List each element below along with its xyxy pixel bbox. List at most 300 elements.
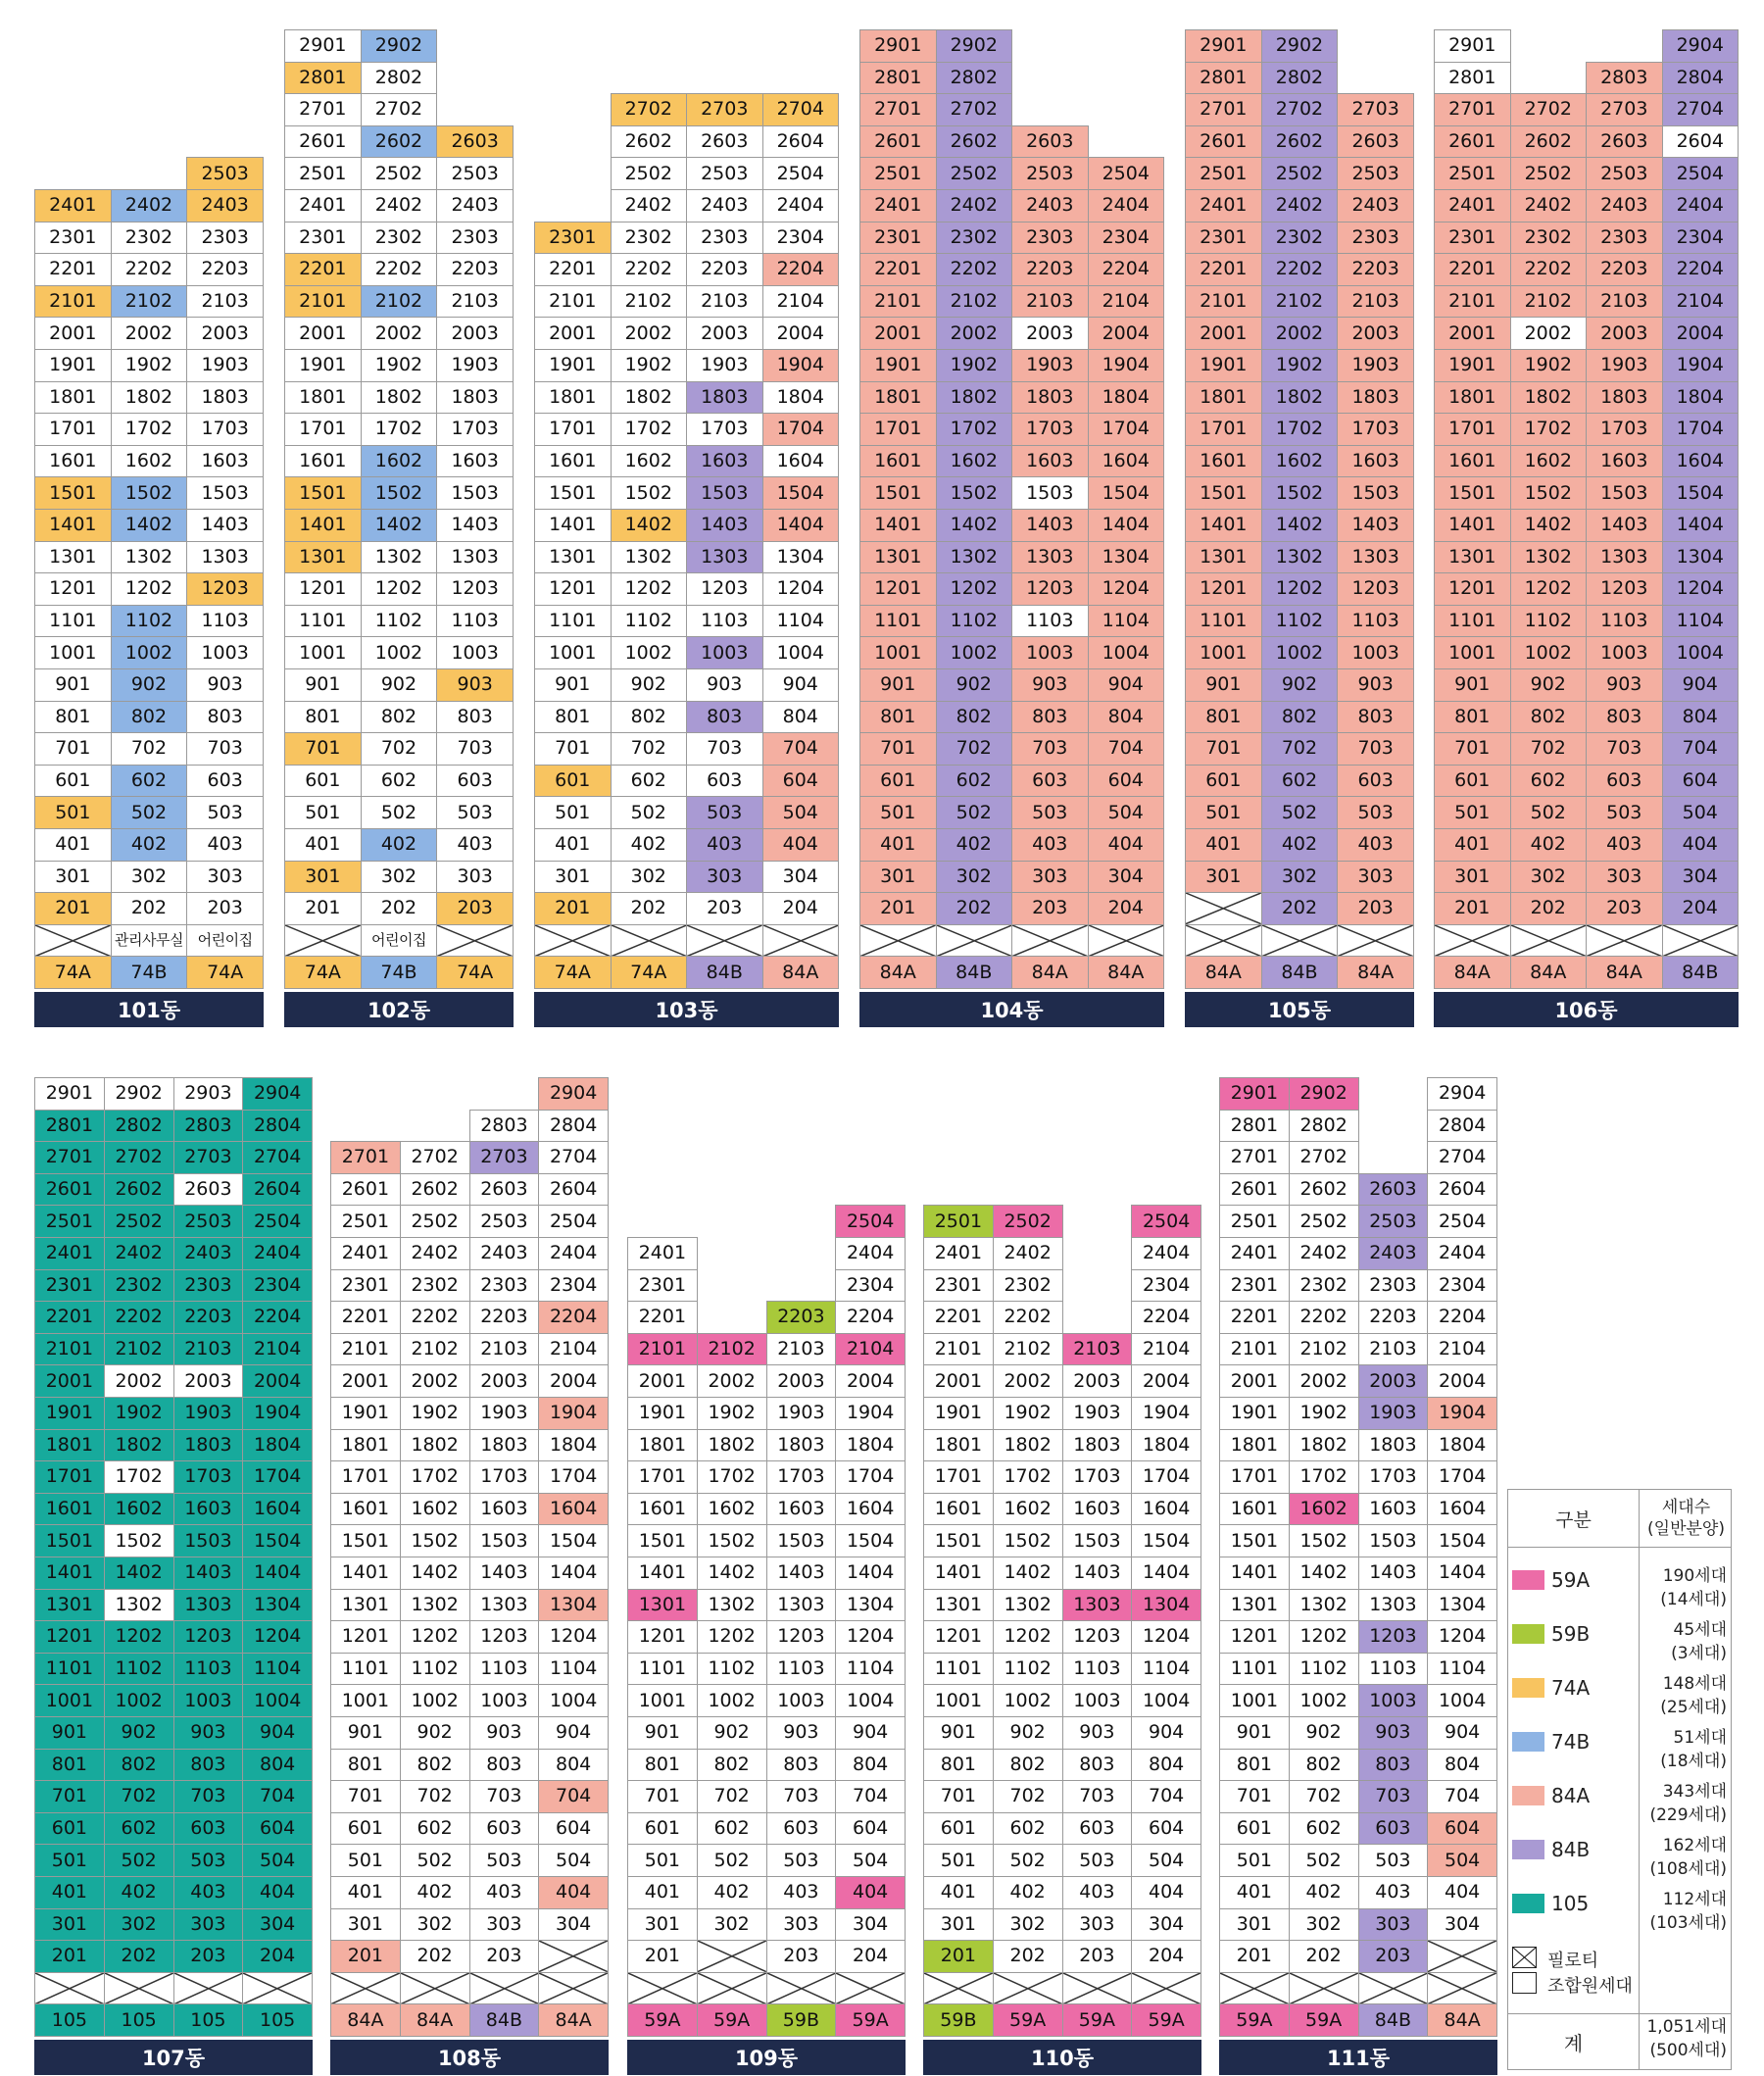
unit-cell: 701: [34, 732, 112, 766]
unit-cell: 2501: [923, 1205, 994, 1238]
unit-cell: 602: [104, 1812, 174, 1846]
unit-cell: 2303: [469, 1269, 540, 1303]
unit-cell: 1101: [923, 1653, 994, 1686]
unit-cell: 704: [762, 732, 840, 766]
unit-cell: 1004: [1662, 636, 1740, 669]
unit-cell: 1604: [835, 1493, 906, 1526]
building-label: 111동: [1219, 2040, 1497, 2075]
unit-cell: 904: [1131, 1716, 1201, 1750]
unit-cell: 301: [1219, 1908, 1290, 1942]
unit-cell: 904: [242, 1716, 313, 1750]
unit-cell: 1304: [1088, 541, 1165, 574]
unit-cell: 1603: [1062, 1493, 1133, 1526]
unit-cell: 1802: [1510, 381, 1588, 415]
unit-cell: 902: [400, 1716, 470, 1750]
unit-cell: 1903: [1358, 1397, 1429, 1430]
unit-cell: 2101: [923, 1333, 994, 1366]
unit-cell: 2702: [936, 93, 1013, 126]
unit-cell: 904: [835, 1716, 906, 1750]
unit-cell: 1401: [534, 509, 612, 542]
unit-cell: 404: [242, 1876, 313, 1909]
unit-cell: 1201: [34, 572, 112, 606]
unit-cell: 1003: [1337, 636, 1414, 669]
legend-count-general: (3세대): [1671, 1644, 1727, 1663]
unit-cell: 203: [469, 1940, 540, 1973]
legend-count-general: (14세대): [1660, 1590, 1727, 1609]
unit-cell: 2203: [686, 253, 763, 286]
type-cell: 84A: [1586, 956, 1663, 989]
unit-cell: 2804: [1427, 1110, 1497, 1143]
legend-count-total: 112세대: [1662, 1890, 1727, 1909]
unit-cell: 1603: [436, 445, 514, 478]
unit-cell: 501: [627, 1844, 698, 1877]
unit-cell: 401: [34, 1876, 105, 1909]
building-label: 104동: [859, 992, 1164, 1027]
unit-cell: 1001: [859, 636, 937, 669]
unit-cell: 1803: [436, 381, 514, 415]
unit-cell: 1301: [534, 541, 612, 574]
unit-cell: 903: [1586, 668, 1663, 702]
unit-cell: 2101: [34, 1333, 105, 1366]
unit-cell: 1304: [1427, 1589, 1497, 1622]
unit-cell: 1603: [686, 445, 763, 478]
legend-type: 84B: [1551, 1838, 1591, 1861]
unit-cell: 2402: [993, 1237, 1063, 1270]
unit-cell: 1901: [1219, 1397, 1290, 1430]
unit-cell: 1204: [762, 572, 840, 606]
unit-cell: 502: [611, 796, 688, 829]
legend-count-total: 45세대: [1673, 1620, 1727, 1640]
unit-cell: 204: [1088, 892, 1165, 925]
unit-cell: 2402: [611, 189, 688, 222]
unit-cell: 503: [1062, 1844, 1133, 1877]
unit-cell: 2502: [936, 157, 1013, 190]
unit-cell: 801: [923, 1749, 994, 1782]
unit-cell: 2004: [242, 1364, 313, 1398]
unit-cell: 1003: [1586, 636, 1663, 669]
unit-cell: 2704: [242, 1141, 313, 1174]
unit-cell: 501: [1219, 1844, 1290, 1877]
unit-cell: 301: [34, 861, 112, 894]
unit-cell: 1301: [859, 541, 937, 574]
unit-cell: 303: [1062, 1908, 1133, 1942]
unit-cell: 802: [400, 1749, 470, 1782]
pilotis-cell: [1219, 1972, 1290, 2005]
unit-cell: 1301: [923, 1589, 994, 1622]
legend-type: 74B: [1551, 1730, 1591, 1754]
unit-cell: 404: [835, 1876, 906, 1909]
legend-count: [1637, 1834, 1727, 1881]
unit-cell: 502: [361, 796, 438, 829]
unit-cell: 2203: [469, 1301, 540, 1334]
unit-cell: 702: [104, 1780, 174, 1813]
unit-cell: 703: [173, 1780, 244, 1813]
unit-cell: 1801: [627, 1429, 698, 1462]
unit-cell: 1304: [242, 1589, 313, 1622]
unit-cell: 902: [361, 668, 438, 702]
unit-cell: 1201: [627, 1620, 698, 1654]
unit-cell: 2102: [111, 285, 188, 319]
pilotis-cell: [1510, 924, 1588, 958]
type-cell: 84A: [1337, 956, 1414, 989]
unit-cell: 1501: [1434, 476, 1511, 510]
unit-cell: 1201: [923, 1620, 994, 1654]
unit-cell: 2004: [1131, 1364, 1201, 1398]
unit-cell: 2801: [859, 62, 937, 95]
unit-cell: 2003: [186, 317, 264, 350]
legend-count-total: 162세대: [1662, 1836, 1727, 1855]
pilotis-swatch-icon: [1512, 1947, 1537, 1968]
unit-cell: 304: [762, 861, 840, 894]
unit-cell: 503: [766, 1844, 837, 1877]
unit-cell: 1902: [1510, 349, 1588, 382]
unit-cell: 603: [1011, 765, 1089, 798]
unit-cell: 2702: [1261, 93, 1339, 126]
pilotis-cell: [859, 924, 937, 958]
unit-cell: 802: [697, 1749, 767, 1782]
unit-cell: 2701: [859, 93, 937, 126]
unit-cell: 1004: [1088, 636, 1165, 669]
unit-cell: 2301: [1434, 222, 1511, 255]
unit-cell: 1902: [697, 1397, 767, 1430]
unit-cell: 1403: [469, 1557, 540, 1590]
unit-cell: 1602: [993, 1493, 1063, 1526]
unit-cell: 1004: [538, 1684, 609, 1717]
unit-cell: 1001: [627, 1684, 698, 1717]
unit-cell: 1504: [762, 476, 840, 510]
unit-cell: 304: [1088, 861, 1165, 894]
unit-cell: 1303: [186, 541, 264, 574]
unit-cell: 504: [1088, 796, 1165, 829]
unit-cell: 1503: [766, 1524, 837, 1557]
type-cell: 74A: [284, 956, 362, 989]
unit-cell: 2502: [400, 1205, 470, 1238]
unit-cell: 1404: [242, 1557, 313, 1590]
unit-cell: 1101: [34, 605, 112, 638]
unit-cell: 1504: [1427, 1524, 1497, 1557]
unit-cell: 401: [534, 828, 612, 862]
unit-cell: 801: [1219, 1749, 1290, 1782]
unit-cell: 1302: [993, 1589, 1063, 1622]
unit-cell: 1104: [242, 1653, 313, 1686]
unit-cell: 303: [436, 861, 514, 894]
unit-cell: 2503: [436, 157, 514, 190]
unit-cell: 302: [1261, 861, 1339, 894]
unit-cell: 2701: [1434, 93, 1511, 126]
unit-cell: 2102: [611, 285, 688, 319]
type-cell: 105: [173, 2003, 244, 2037]
unit-cell: 1602: [400, 1493, 470, 1526]
unit-cell: 1001: [534, 636, 612, 669]
legend-swatch: [1512, 1786, 1544, 1805]
unit-cell: 403: [186, 828, 264, 862]
unit-cell: 1401: [627, 1557, 698, 1590]
unit-cell: 903: [766, 1716, 837, 1750]
unit-cell: 2902: [1289, 1077, 1359, 1111]
unit-cell: 203: [766, 1940, 837, 1973]
unit-cell: 802: [611, 701, 688, 734]
unit-cell: 2001: [284, 317, 362, 350]
unit-cell: 203: [1062, 1940, 1133, 1973]
unit-cell: 202: [1289, 1940, 1359, 1973]
legend-total-count: [1637, 2015, 1727, 2062]
unit-cell: 1001: [1185, 636, 1262, 669]
unit-cell: 802: [993, 1749, 1063, 1782]
unit-cell: 1301: [284, 541, 362, 574]
unit-cell: 402: [1261, 828, 1339, 862]
unit-cell: 1702: [1289, 1460, 1359, 1494]
unit-cell: 604: [1427, 1812, 1497, 1846]
unit-cell: 1701: [1185, 413, 1262, 446]
unit-cell: 402: [1289, 1876, 1359, 1909]
unit-cell: 1103: [1358, 1653, 1429, 1686]
unit-cell: 502: [104, 1844, 174, 1877]
member-label: 조합원세대: [1547, 1976, 1633, 1997]
unit-cell: 1801: [330, 1429, 401, 1462]
unit-cell: 1403: [1358, 1557, 1429, 1590]
unit-cell: 1601: [34, 1493, 105, 1526]
unit-cell: 601: [34, 765, 112, 798]
unit-cell: 802: [111, 701, 188, 734]
unit-cell: 1304: [835, 1589, 906, 1622]
unit-cell: 902: [1289, 1716, 1359, 1750]
unit-cell: 2402: [1289, 1237, 1359, 1270]
unit-cell: 1201: [1219, 1620, 1290, 1654]
unit-cell: 1303: [469, 1589, 540, 1622]
unit-cell: 602: [111, 765, 188, 798]
pilotis-cell: [993, 1972, 1063, 2005]
unit-cell: 1302: [1289, 1589, 1359, 1622]
type-cell: 84B: [1261, 956, 1339, 989]
unit-cell: 203: [1586, 892, 1663, 925]
unit-cell: 2401: [34, 1237, 105, 1270]
unit-cell: 1001: [330, 1684, 401, 1717]
unit-cell: 2201: [330, 1301, 401, 1334]
unit-cell: 2604: [1427, 1173, 1497, 1207]
unit-cell: 1102: [104, 1653, 174, 1686]
unit-cell: 2001: [1434, 317, 1511, 350]
unit-cell: 1202: [111, 572, 188, 606]
unit-cell: 2901: [859, 29, 937, 63]
unit-cell: 2002: [111, 317, 188, 350]
unit-cell: 303: [1586, 861, 1663, 894]
pilotis-cell: [173, 1972, 244, 2005]
pilotis-cell: [1586, 924, 1663, 958]
unit-cell: 1503: [1062, 1524, 1133, 1557]
pilotis-label: 필로티: [1547, 1951, 1599, 1971]
unit-cell: 1501: [859, 476, 937, 510]
unit-cell: 301: [859, 861, 937, 894]
unit-cell: 1703: [1358, 1460, 1429, 1494]
unit-cell: 2003: [173, 1364, 244, 1398]
unit-cell: 1803: [1011, 381, 1089, 415]
unit-cell: 2103: [686, 285, 763, 319]
unit-cell: 304: [1131, 1908, 1201, 1942]
unit-cell: 1802: [1289, 1429, 1359, 1462]
unit-cell: 301: [284, 861, 362, 894]
unit-cell: 2301: [1219, 1269, 1290, 1303]
unit-cell: 1902: [1289, 1397, 1359, 1430]
type-cell: 84A: [1011, 956, 1089, 989]
unit-cell: 1802: [400, 1429, 470, 1462]
unit-cell: 1202: [361, 572, 438, 606]
unit-cell: 2204: [242, 1301, 313, 1334]
unit-cell: 1004: [835, 1684, 906, 1717]
unit-cell: 2402: [104, 1237, 174, 1270]
unit-cell: 2303: [1337, 222, 1414, 255]
unit-cell: 2303: [186, 222, 264, 255]
unit-cell: 2301: [284, 222, 362, 255]
unit-cell: 304: [1427, 1908, 1497, 1942]
unit-cell: 901: [1434, 668, 1511, 702]
unit-cell: 803: [173, 1749, 244, 1782]
unit-cell: 1904: [835, 1397, 906, 1430]
unit-cell: 1601: [330, 1493, 401, 1526]
unit-cell: 2701: [330, 1141, 401, 1174]
unit-cell: 1902: [993, 1397, 1063, 1430]
unit-cell: 303: [186, 861, 264, 894]
unit-cell: 1402: [611, 509, 688, 542]
unit-cell: 602: [400, 1812, 470, 1846]
unit-cell: 701: [627, 1780, 698, 1813]
unit-cell: 501: [34, 1844, 105, 1877]
unit-cell: 2404: [835, 1237, 906, 1270]
unit-cell: 2101: [330, 1333, 401, 1366]
unit-cell: 1503: [1337, 476, 1414, 510]
unit-cell: 1402: [104, 1557, 174, 1590]
unit-cell: 2002: [104, 1364, 174, 1398]
unit-cell: 603: [469, 1812, 540, 1846]
unit-cell: 902: [993, 1716, 1063, 1750]
unit-cell: 1803: [1586, 381, 1663, 415]
unit-cell: 1201: [34, 1620, 105, 1654]
unit-cell: 1901: [34, 349, 112, 382]
unit-cell: 1203: [173, 1620, 244, 1654]
unit-cell: 803: [1358, 1749, 1429, 1782]
unit-cell: 502: [1261, 796, 1339, 829]
unit-cell: 1301: [627, 1589, 698, 1622]
unit-cell: 201: [34, 892, 112, 925]
unit-cell: 1003: [1358, 1684, 1429, 1717]
pilotis-cell: [284, 924, 362, 958]
unit-cell: 2402: [361, 189, 438, 222]
unit-cell: 2103: [1358, 1333, 1429, 1366]
unit-cell: 1901: [534, 349, 612, 382]
unit-cell: 1402: [361, 509, 438, 542]
unit-cell: 1303: [1358, 1589, 1429, 1622]
unit-cell: 401: [1185, 828, 1262, 862]
unit-cell: 2803: [469, 1110, 540, 1143]
unit-cell: 1803: [1337, 381, 1414, 415]
unit-cell: 2503: [469, 1205, 540, 1238]
unit-cell: 604: [538, 1812, 609, 1846]
unit-cell: 304: [538, 1908, 609, 1942]
unit-cell: 403: [436, 828, 514, 862]
pilotis-cell: [242, 1972, 313, 2005]
pilotis-cell: [1662, 924, 1740, 958]
type-cell: 74A: [534, 956, 612, 989]
unit-cell: 1601: [1185, 445, 1262, 478]
unit-cell: 2203: [1358, 1301, 1429, 1334]
unit-cell: 303: [766, 1908, 837, 1942]
unit-cell: 903: [186, 668, 264, 702]
unit-cell: 2301: [34, 1269, 105, 1303]
unit-cell: 2304: [1662, 222, 1740, 255]
legend-swatch: [1512, 1840, 1544, 1859]
unit-cell: 2103: [1062, 1333, 1133, 1366]
unit-cell: 1703: [686, 413, 763, 446]
unit-cell: 2404: [1131, 1237, 1201, 1270]
unit-cell: 2103: [436, 285, 514, 319]
unit-cell: 1802: [697, 1429, 767, 1462]
pilotis-cell: [34, 1972, 105, 2005]
unit-cell: 1304: [1662, 541, 1740, 574]
unit-cell: 701: [923, 1780, 994, 1813]
unit-cell: 402: [361, 828, 438, 862]
unit-cell: 2401: [1185, 189, 1262, 222]
unit-cell: 1203: [766, 1620, 837, 1654]
unit-cell: 2001: [627, 1364, 698, 1398]
unit-cell: 1102: [1289, 1653, 1359, 1686]
unit-cell: 2101: [627, 1333, 698, 1366]
unit-cell: 1703: [469, 1460, 540, 1494]
unit-cell: 904: [538, 1716, 609, 1750]
type-cell: 84A: [330, 2003, 401, 2037]
unit-cell: 701: [859, 732, 937, 766]
unit-cell: 1904: [1427, 1397, 1497, 1430]
unit-cell: 1502: [1261, 476, 1339, 510]
unit-cell: 403: [1062, 1876, 1133, 1909]
unit-cell: 2201: [34, 1301, 105, 1334]
unit-cell: 901: [284, 668, 362, 702]
unit-cell: 1503: [436, 476, 514, 510]
unit-cell: 1701: [534, 413, 612, 446]
unit-cell: 201: [1219, 1940, 1290, 1973]
unit-cell: 2302: [400, 1269, 470, 1303]
unit-cell: 304: [1662, 861, 1740, 894]
unit-cell: 1602: [361, 445, 438, 478]
unit-cell: 2603: [686, 125, 763, 159]
unit-cell: 903: [1337, 668, 1414, 702]
unit-cell: 603: [1586, 765, 1663, 798]
unit-cell: 301: [1434, 861, 1511, 894]
unit-cell: 604: [242, 1812, 313, 1846]
unit-cell: 2903: [173, 1077, 244, 1111]
unit-cell: 2103: [1337, 285, 1414, 319]
unit-cell: 2101: [1219, 1333, 1290, 1366]
unit-cell: 1703: [1062, 1460, 1133, 1494]
unit-cell: 1402: [936, 509, 1013, 542]
unit-cell: 1401: [34, 1557, 105, 1590]
unit-cell: 403: [469, 1876, 540, 1909]
unit-cell: 1103: [436, 605, 514, 638]
unit-cell: 2702: [400, 1141, 470, 1174]
pilotis-cell: [330, 1972, 401, 2005]
unit-cell: 601: [627, 1812, 698, 1846]
unit-cell: 1202: [611, 572, 688, 606]
unit-cell: 701: [284, 732, 362, 766]
unit-cell: 2104: [242, 1333, 313, 1366]
unit-cell: 1104: [538, 1653, 609, 1686]
unit-cell: 2503: [1011, 157, 1089, 190]
unit-cell: 403: [766, 1876, 837, 1909]
unit-cell: 1103: [186, 605, 264, 638]
unit-cell: 1901: [923, 1397, 994, 1430]
unit-cell: 1301: [1434, 541, 1511, 574]
unit-cell: 604: [835, 1812, 906, 1846]
unit-cell: 1704: [762, 413, 840, 446]
unit-cell: 704: [1088, 732, 1165, 766]
